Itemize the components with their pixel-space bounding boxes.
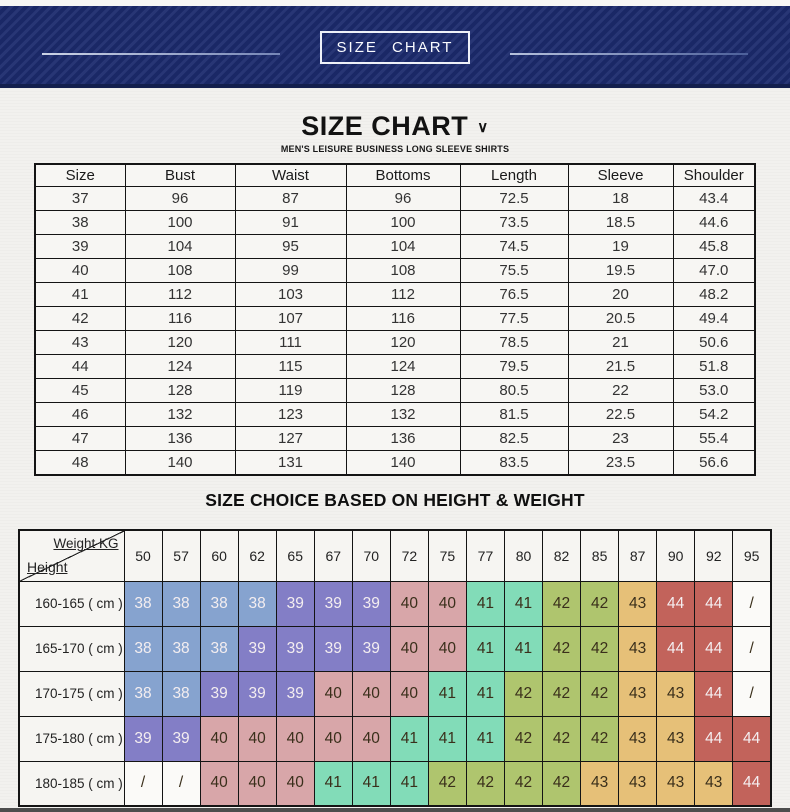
size-value-cell: 38	[124, 671, 162, 716]
size-table-cell: 56.6	[673, 450, 755, 475]
size-table-cell: 140	[125, 450, 235, 475]
size-value-cell: 40	[390, 626, 428, 671]
size-table-cell: 23.5	[568, 450, 673, 475]
size-value-cell: 43	[619, 626, 657, 671]
size-value-cell: 42	[543, 626, 581, 671]
size-value-cell: 43	[581, 761, 619, 806]
size-value-cell: 42	[543, 761, 581, 806]
size-table-cell: 116	[125, 306, 235, 330]
size-table-cell: 128	[346, 378, 460, 402]
size-table-row	[35, 426, 755, 450]
no-size-cell: /	[733, 581, 771, 626]
size-table-cell: 108	[125, 258, 235, 282]
size-value-cell: 39	[276, 581, 314, 626]
size-table-cell: 120	[125, 330, 235, 354]
size-value-cell: 39	[314, 626, 352, 671]
size-value-cell: 43	[619, 761, 657, 806]
size-value-cell: 41	[428, 716, 466, 761]
size-table-row	[35, 258, 755, 282]
size-value-cell: 41	[390, 716, 428, 761]
size-value-cell: 42	[504, 716, 542, 761]
size-value-cell: 43	[657, 671, 695, 716]
banner	[0, 6, 790, 88]
size-value-cell: 39	[200, 671, 238, 716]
size-value-cell: 42	[581, 626, 619, 671]
page-subtitle: MEN'S LEISURE BUSINESS LONG SLEEVE SHIRTS	[280, 143, 510, 154]
size-table-cell: 20.5	[568, 306, 673, 330]
size-table-cell: 21	[568, 330, 673, 354]
size-value-cell: 41	[390, 761, 428, 806]
size-value-cell: 40	[276, 716, 314, 761]
size-value-cell: 38	[200, 626, 238, 671]
size-value-cell: 42	[543, 716, 581, 761]
size-table-cell: 43.4	[673, 186, 755, 210]
size-table-cell: 82.5	[460, 426, 568, 450]
size-table-header-cell: Sleeve	[568, 164, 673, 187]
size-table-header-cell: Shoulder	[673, 164, 755, 187]
weight-header-cell: 70	[352, 530, 390, 582]
size-table-header-cell: Length	[460, 164, 568, 187]
size-table-cell: 43	[35, 330, 125, 354]
size-table-cell: 120	[346, 330, 460, 354]
height-row-label: 180-185 ( cm )	[19, 761, 124, 806]
weight-header-cell: 62	[238, 530, 276, 582]
choice-header-row	[19, 530, 771, 582]
title-section	[0, 112, 790, 154]
corner-cell	[19, 530, 124, 582]
size-value-cell: 44	[733, 761, 771, 806]
size-table-row	[35, 330, 755, 354]
size-table-cell: 132	[125, 402, 235, 426]
size-value-cell: 41	[314, 761, 352, 806]
size-value-cell: 43	[619, 581, 657, 626]
size-table-cell: 45.8	[673, 234, 755, 258]
size-value-cell: 42	[543, 671, 581, 716]
choice-row	[19, 671, 771, 716]
bottom-edge-bar	[0, 808, 790, 812]
size-table-cell: 20	[568, 282, 673, 306]
size-value-cell: 42	[581, 671, 619, 716]
height-row-label: 165-170 ( cm )	[19, 626, 124, 671]
size-table-cell: 131	[235, 450, 346, 475]
size-table-row	[35, 450, 755, 475]
size-value-cell: 38	[124, 581, 162, 626]
size-table-cell: 116	[346, 306, 460, 330]
weight-header-cell: 75	[428, 530, 466, 582]
size-table-cell: 37	[35, 186, 125, 210]
size-table-row	[35, 282, 755, 306]
size-table-cell: 73.5	[460, 210, 568, 234]
size-table-cell: 45	[35, 378, 125, 402]
size-table-cell: 46	[35, 402, 125, 426]
size-table-cell: 107	[235, 306, 346, 330]
size-table-row	[35, 234, 755, 258]
size-table-row	[35, 210, 755, 234]
size-value-cell: 38	[162, 626, 200, 671]
size-value-cell: 39	[352, 626, 390, 671]
size-table-cell: 100	[125, 210, 235, 234]
size-value-cell: 39	[124, 716, 162, 761]
size-value-cell: 44	[695, 716, 733, 761]
height-row-label: 175-180 ( cm )	[19, 716, 124, 761]
size-value-cell: 38	[162, 581, 200, 626]
size-value-cell: 40	[238, 716, 276, 761]
size-table-cell: 112	[125, 282, 235, 306]
size-table-cell: 18.5	[568, 210, 673, 234]
size-table-header-cell: Size	[35, 164, 125, 187]
size-table-cell: 75.5	[460, 258, 568, 282]
weight-header-cell: 95	[733, 530, 771, 582]
size-table-cell: 99	[235, 258, 346, 282]
size-table-cell: 72.5	[460, 186, 568, 210]
size-table-cell: 103	[235, 282, 346, 306]
size-value-cell: 41	[504, 626, 542, 671]
size-table-cell: 55.4	[673, 426, 755, 450]
size-value-cell: 44	[657, 626, 695, 671]
size-table-cell: 19.5	[568, 258, 673, 282]
size-value-cell: 40	[352, 671, 390, 716]
size-table-row	[35, 186, 755, 210]
size-value-cell: 42	[466, 761, 504, 806]
size-value-cell: 44	[733, 716, 771, 761]
size-table-cell: 48.2	[673, 282, 755, 306]
size-value-cell: 38	[162, 671, 200, 716]
size-table-cell: 18	[568, 186, 673, 210]
weight-header-cell: 85	[581, 530, 619, 582]
size-table-row	[35, 306, 755, 330]
size-table-cell: 48	[35, 450, 125, 475]
size-table-cell: 19	[568, 234, 673, 258]
weight-header-cell: 67	[314, 530, 352, 582]
weight-header-cell: 82	[543, 530, 581, 582]
size-table-cell: 50.6	[673, 330, 755, 354]
size-table-cell: 78.5	[460, 330, 568, 354]
size-value-cell: 44	[695, 671, 733, 716]
size-table-cell: 127	[235, 426, 346, 450]
size-table-row	[35, 378, 755, 402]
size-table-cell: 91	[235, 210, 346, 234]
size-table-cell: 40	[35, 258, 125, 282]
size-value-cell: 41	[466, 581, 504, 626]
choice-row	[19, 626, 771, 671]
size-value-cell: 41	[466, 626, 504, 671]
size-value-cell: 44	[657, 581, 695, 626]
size-table-cell: 22.5	[568, 402, 673, 426]
weight-header-cell: 80	[504, 530, 542, 582]
size-value-cell: 42	[504, 671, 542, 716]
size-value-cell: 42	[581, 581, 619, 626]
size-table-cell: 128	[125, 378, 235, 402]
weight-header-cell: 87	[619, 530, 657, 582]
size-table-row	[35, 402, 755, 426]
banner-title-box	[320, 31, 471, 64]
size-value-cell: 40	[390, 581, 428, 626]
size-table-cell: 49.4	[673, 306, 755, 330]
size-value-cell: 40	[200, 761, 238, 806]
size-table-cell: 87	[235, 186, 346, 210]
size-choice-title: SIZE CHOICE BASED ON HEIGHT & WEIGHT	[205, 489, 585, 510]
size-table-cell: 74.5	[460, 234, 568, 258]
size-value-cell: 40	[238, 761, 276, 806]
no-size-cell: /	[733, 626, 771, 671]
size-value-cell: 40	[200, 716, 238, 761]
choice-row	[19, 581, 771, 626]
size-value-cell: 38	[238, 581, 276, 626]
choice-row	[19, 761, 771, 806]
size-value-cell: 42	[543, 581, 581, 626]
size-value-cell: 44	[695, 626, 733, 671]
size-value-cell: 41	[504, 581, 542, 626]
size-table-cell: 95	[235, 234, 346, 258]
size-table-cell: 124	[125, 354, 235, 378]
banner-decor-line-left	[42, 53, 280, 55]
size-value-cell: 40	[428, 626, 466, 671]
no-size-cell: /	[124, 761, 162, 806]
size-table-cell: 47.0	[673, 258, 755, 282]
size-value-cell: 41	[466, 671, 504, 716]
size-value-cell: 39	[238, 671, 276, 716]
size-table-cell: 77.5	[460, 306, 568, 330]
size-table-cell: 83.5	[460, 450, 568, 475]
size-value-cell: 38	[200, 581, 238, 626]
height-row-label: 170-175 ( cm )	[19, 671, 124, 716]
size-table-cell: 23	[568, 426, 673, 450]
corner-weight-label: Weight KG	[53, 535, 119, 551]
size-table-cell: 104	[346, 234, 460, 258]
size-table-cell: 79.5	[460, 354, 568, 378]
size-table-cell: 108	[346, 258, 460, 282]
size-measurements-table	[34, 163, 756, 476]
size-table-cell: 81.5	[460, 402, 568, 426]
size-table-cell: 112	[346, 282, 460, 306]
height-row-label: 160-165 ( cm )	[19, 581, 124, 626]
size-table-cell: 100	[346, 210, 460, 234]
page-title-text: SIZE CHART	[301, 111, 469, 141]
size-value-cell: 39	[238, 626, 276, 671]
size-value-cell: 43	[657, 716, 695, 761]
weight-header-cell: 65	[276, 530, 314, 582]
size-table-header-row	[35, 164, 755, 187]
no-size-cell: /	[733, 671, 771, 716]
size-value-cell: 40	[314, 716, 352, 761]
size-table-cell: 53.0	[673, 378, 755, 402]
size-value-cell: 43	[657, 761, 695, 806]
size-value-cell: 43	[619, 671, 657, 716]
size-table-cell: 96	[346, 186, 460, 210]
size-value-cell: 41	[466, 716, 504, 761]
corner-height-label: Height	[27, 558, 68, 575]
size-value-cell: 42	[428, 761, 466, 806]
size-choice-matrix	[18, 529, 772, 808]
size-value-cell: 40	[352, 716, 390, 761]
size-value-cell: 42	[504, 761, 542, 806]
page-title	[0, 112, 790, 142]
size-value-cell: 39	[276, 626, 314, 671]
size-table-cell: 44	[35, 354, 125, 378]
weight-header-cell: 92	[695, 530, 733, 582]
size-table-cell: 96	[125, 186, 235, 210]
size-value-cell: 40	[428, 581, 466, 626]
size-value-cell: 40	[276, 761, 314, 806]
size-table-header-cell: Bust	[125, 164, 235, 187]
size-table-cell: 80.5	[460, 378, 568, 402]
size-table-cell: 44.6	[673, 210, 755, 234]
size-table-cell: 38	[35, 210, 125, 234]
size-table-cell: 140	[346, 450, 460, 475]
size-value-cell: 40	[314, 671, 352, 716]
size-value-cell: 39	[352, 581, 390, 626]
size-table-header-cell: Bottoms	[346, 164, 460, 187]
size-table-cell: 21.5	[568, 354, 673, 378]
size-table-cell: 136	[346, 426, 460, 450]
size-value-cell: 40	[390, 671, 428, 716]
size-table-cell: 54.2	[673, 402, 755, 426]
size-table-cell: 22	[568, 378, 673, 402]
size-table-cell: 41	[35, 282, 125, 306]
no-size-cell: /	[162, 761, 200, 806]
weight-header-cell: 72	[390, 530, 428, 582]
banner-decor-line-right	[510, 53, 748, 55]
size-table-cell: 39	[35, 234, 125, 258]
size-value-cell: 39	[314, 581, 352, 626]
choice-row	[19, 716, 771, 761]
size-table-cell: 119	[235, 378, 346, 402]
size-table-row	[35, 354, 755, 378]
weight-header-cell: 50	[124, 530, 162, 582]
size-table-cell: 132	[346, 402, 460, 426]
size-value-cell: 42	[581, 716, 619, 761]
size-value-cell: 39	[162, 716, 200, 761]
size-value-cell: 43	[619, 716, 657, 761]
chevron-down-icon: ∨	[477, 119, 489, 136]
size-table-header-cell: Waist	[235, 164, 346, 187]
size-table-cell: 42	[35, 306, 125, 330]
weight-header-cell: 90	[657, 530, 695, 582]
size-value-cell: 43	[695, 761, 733, 806]
size-table-cell: 123	[235, 402, 346, 426]
size-table-cell: 111	[235, 330, 346, 354]
size-table-cell: 124	[346, 354, 460, 378]
weight-header-cell: 60	[200, 530, 238, 582]
size-table-cell: 136	[125, 426, 235, 450]
size-table-cell: 51.8	[673, 354, 755, 378]
size-table-cell: 47	[35, 426, 125, 450]
size-table-cell: 115	[235, 354, 346, 378]
size-table-cell: 104	[125, 234, 235, 258]
size-table-cell: 76.5	[460, 282, 568, 306]
weight-header-cell: 57	[162, 530, 200, 582]
size-value-cell: 41	[428, 671, 466, 716]
size-value-cell: 41	[352, 761, 390, 806]
weight-header-cell: 77	[466, 530, 504, 582]
size-value-cell: 38	[124, 626, 162, 671]
size-value-cell: 39	[276, 671, 314, 716]
banner-title: SIZE CHART	[336, 38, 454, 56]
size-value-cell: 44	[695, 581, 733, 626]
